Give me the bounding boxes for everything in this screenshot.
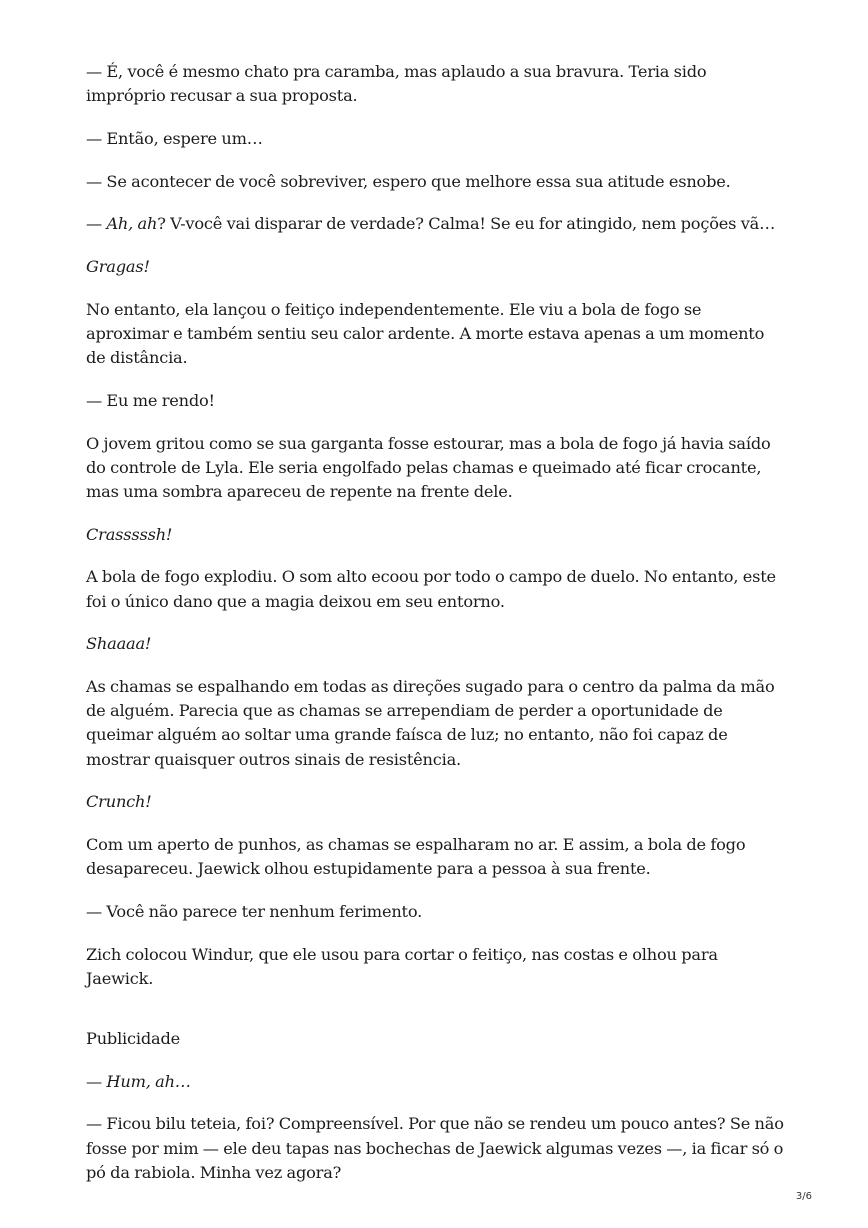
paragraph: O jovem gritou como se sua garganta fosse estourar, mas a bola de fogo já havia saído do controle de Lyla. Ele seria engolfado pelas chamas e queimado até ficar crocante, mas uma sombra apareceu de repente na frente dele. <box>86 433 771 501</box>
paragraph: No entanto, ela lançou o feitiço independentemente. Ele viu a bola de fogo se aproximar e também sentiu seu calor ardente. A morte estava apenas a um momento de distância. <box>86 299 765 368</box>
sound-effect: Gragas! <box>86 257 150 277</box>
paragraph: — Então, espere um… <box>86 128 263 148</box>
paragraph: As chamas se espalhando em todas as direções sugado para o centro da palma da mão de alguém. Parecia que as chamas se arrependiam de perder a oportunidade de queimar alguém ao soltar uma grande faísca de luz; no entanto, não foi capaz de mostrar quaisquer outros sinais de resistência. <box>86 676 775 769</box>
paragraph: — Hum, ah… <box>86 1071 191 1091</box>
paragraph: Com um aperto de punhos, as chamas se espalharam no ar. E assim, a bola de fogo desapareceu. Jaewick olhou estupidamente para a pessoa à sua frente. <box>86 834 746 879</box>
paragraph-text: — <box>86 214 107 234</box>
paragraph-text: ? V-você vai disparar de verdade? Calma! Se eu for atingido, nem poções vã… <box>157 214 776 234</box>
sound-effect: Crasssssh! <box>86 524 173 544</box>
paragraph: — Ficou bilu teteia, foi? Compreensível. Por que não se rendeu um pouco antes? Se não fosse por mim — ele deu tapas nas bochechas de Jaewick algumas vezes —, ia ficar só o pó da rabiola. Minha vez agora? <box>86 1114 784 1182</box>
paragraph: — Eu me rendo! <box>86 390 215 410</box>
paragraph: — Se acontecer de você sobreviver, espero que melhore essa sua atitude esnobe. <box>86 171 731 191</box>
emphasis-text: Ah, ah <box>106 214 158 234</box>
paragraph: Zich colocou Windur, que ele usou para cortar o feitiço, nas costas e olhou para Jaewick. <box>86 944 718 988</box>
paragraph: — Você não parece ter nenhum ferimento. <box>86 901 423 921</box>
sound-effect: Crunch! <box>86 792 152 812</box>
page-number: 3/6 <box>795 1191 812 1202</box>
paragraph <box>86 212 786 236</box>
advertisement-label: Publicidade <box>86 1028 181 1048</box>
paragraph: — É, você é mesmo chato pra caramba, mas aplaudo a sua bravura. Teria sido impróprio recusar a sua proposta. <box>86 62 707 106</box>
paragraph: A bola de fogo explodiu. O som alto ecoou por todo o campo de duelo. No entanto, este foi o único dano que a magia deixou em seu entorno. <box>86 567 776 611</box>
document-body <box>86 60 786 1204</box>
sound-effect: Shaaaa! <box>86 634 152 654</box>
